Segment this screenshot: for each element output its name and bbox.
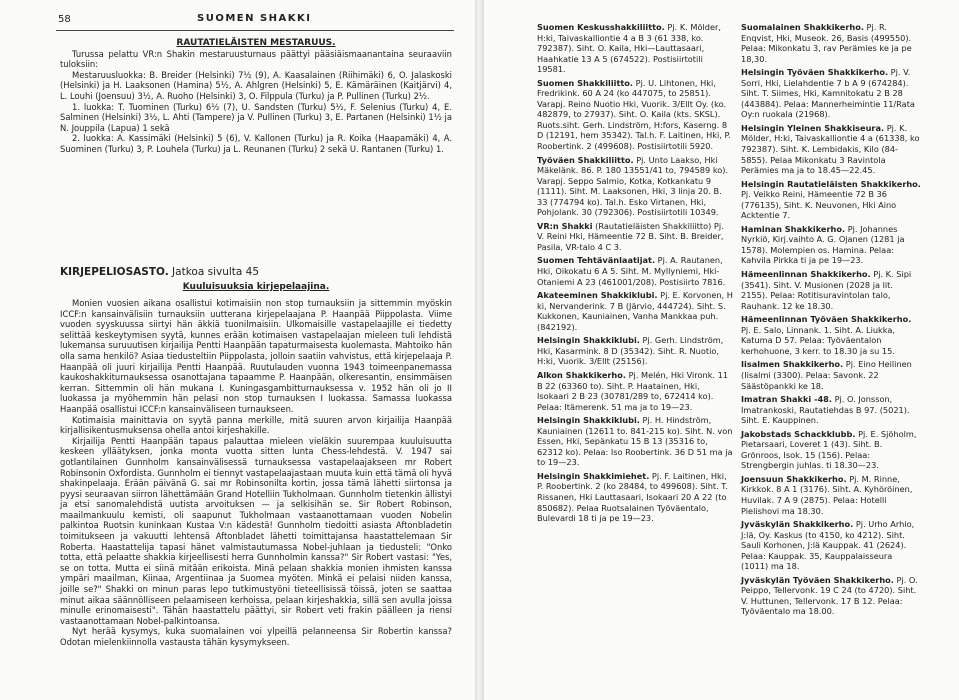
club-details: Pj. H. Hindström, Kauniainen (12611 to. 841-215 ko). Siht. N. von Essen, Hki, Sepänkatu 15 B 13 (35316 to, 62312 ko). Pelaa: Iso Roobertink. 36 D 51 ma ja to 19—23. — [537, 415, 733, 468]
club-name: Jyväskylän Työväen Shakkikerho. — [741, 574, 894, 585]
club-details: Pj. O. Peippo, Tellervonk. 19 C 24 (to 4720). Siht. V. Huttunen, Tellervonk. 17 B 12. Pelaa: Työväentalo ma 18.00. — [741, 574, 918, 617]
club-name: Hämeenlinnan Työväen Shakkikerho. — [741, 314, 912, 325]
club-entry — [741, 429, 921, 471]
club-details: Pj. K. Mölder, H:ki, Taivaskalliontie 4 a B 3 (61 338, ko. 792387). Siht. O. Kaila, Hki—Lauttasaari, Haahkatie 13 A 5 (674522). Postisiirtotili 19581. — [537, 22, 721, 75]
results-paragraph: 2. luokka: A. Kassimäki (Helsinki) 5 (6), V. Kallonen (Turku) ja R. Koika (Haapamäki) 4, A. Suominen (Turku) 3, P. Louhela (Turku) ja L. Reunanen (Turku) 2 sekä U. Rantanen (Turku) 1. — [60, 133, 452, 154]
club-details: Pj. E. Salo, Linnank. 1. Siht. A. Liukka, Katuma D 57. Pelaa: Työväentalon kerhohuone, 3 kerr. to 18.30 ja su 15. — [741, 324, 896, 356]
club-entry — [741, 519, 921, 572]
club-entry — [741, 394, 921, 426]
club-name: Suomen Keskusshakkiliitto. — [537, 22, 665, 32]
club-directory-column-2 — [741, 22, 921, 620]
club-name: Suomalainen Shakkikerho. — [741, 22, 864, 32]
club-details: Pj. O. Jonsson, Imatrankoski, Rautatiehdas B 97. (5021). Siht. E. Kauppinen. — [741, 394, 910, 426]
club-entry — [741, 474, 921, 516]
results-paragraph: Turussa pelattu VR:n Shakin mestaruusturnaus päättyi pääsiäismaanantaina seuraaviin tuloksiin: — [60, 48, 452, 70]
club-entry — [537, 22, 733, 75]
article-title: KIRJEPELIOSASTO. — [60, 266, 169, 278]
club-details: Pj. V. Sorri, Hki, Lielahdentie 7 b A 9 (674284). Siht. T. Siimes, Hki, Kamnitokatu 2 B 28 (443884). Pelaa: Mannerheimintie 11/Rata Oy:n ruokala (21968). — [741, 67, 915, 120]
club-name: Suomen Tehtävänlaatijat. — [537, 255, 656, 266]
article-body — [60, 298, 452, 648]
club-name: Jyväskylän Shakkikerho. — [741, 519, 854, 530]
page-number: 58 — [58, 14, 71, 25]
running-head: SUOMEN SHAKKI — [197, 13, 312, 24]
club-details: (Rautatieläisten Shakkiliitto) Pj. V. Reini Hki, Hämeentie 72 B. Siht. B. Breider, Pasila, VR-talo 4 C 3. — [537, 220, 724, 252]
book-gutter — [475, 0, 484, 700]
article-heading — [60, 266, 259, 278]
club-details: Pj. Gerh. Lindström, Hki, Kasarmink. 8 D (35342). Siht. R. Nuotio, H:ki, Vuorik. 3/Ellt (25156). — [537, 335, 724, 367]
results-section — [60, 38, 452, 155]
article-subtitle: Kuuluisuuksia kirjepelaajina. — [182, 282, 330, 292]
club-name: VR:n Shakki — [537, 220, 593, 231]
results-title: RAUTATIELÄISTEN MESTARUUS. — [176, 38, 336, 48]
club-details: Pj. Johannes Nyrkiö, Kirj.vaihto A. G. Ojanen (1281 ja 1578). Molempien os. Hamina. Pelaa: Kahvila Pirkka ti ja pe 19—23. — [741, 223, 905, 266]
club-name: Iisalmen Shakkikerho. — [741, 359, 844, 370]
club-entry — [741, 67, 921, 120]
club-name: Helsingin Shakkiklubi. — [537, 335, 640, 346]
club-name: Helsingin Yleinen Shakkiseura. — [741, 122, 885, 133]
club-entry — [537, 290, 733, 332]
club-name: Helsingin Rautatieläisten Shakkikerho. — [741, 178, 921, 189]
article-paragraph: Kirjailija Pentti Haanpään tapaus palauttaa mieleen vieläkin suurempaa kuuluisuutta keskeen ylläätyksen, jonka monta vuotta sitten lunta Chess-lehdestä. V. 1947 sai gotlantilainen Gunnholm kansainvälisessä turnauksessa vastapelaajakseen mr Robert Robinsonin Oxfordista. Gunnholm ei tiennyt vastapelaajastaan muuta kuin että tämä oli hyvä shakinpelaaja. Erään päivänä G. sai mr Robinsonilta kortin, jossa tämä lähetti siirtonsa ja pyysi seuraavan siirron lähettämään Grand Hotelliin Tukholmaan. Gunnholm tietenkin ällistyi ja etsi sanomalehdistä uutista arvoituksen — ja selkisihän se. Sir Robert Robinson, maailmankuulu kemisti, oli saapunut Tukholmaan vastaanottamaan vuoden Nobelin palkintoa Ruotsin kuninkaan Kustaa V:n kädestä! Gunnholm tiedoitti asiasta Aftonbladetin toimitukseen ja vakuutti lehtensä Aftonbladet lähetti toimittajansa haastattelemaan Sir Roberta. Haastattelija tapasi hänet valmistautumassa Nobel-juhlaan ja tiedusteli: "Onko totta, että pelaatte shakkia kirjeellisesti herra Gunnholmin kanssa?" Sir Robert vastasi: "Yes, se on totta. Mutta ei siinä mitään erikoista. Minä pelaan shakkia monien ihmisten kanssa ympäri maailman, Kiinaa, Argentiinaa ja Suomea myöten. Minkä ei pelaisi niiden kanssa, joille se?" Shakki on minun paras lepo tutkimustyöni tieteellisissä töissä, joten se saattaa minut aikaa säännölliseen pelaamiseen kerhoissa, pelaan kirjeshakkia, sillä sen avulla joissa minulle erinomaisesti". Tähän haastattelu päättyi, sir Robert veti frakin päälleen ja riensi vastaanottamaan Nobel-palkintoansa. — [60, 435, 452, 626]
club-entry — [537, 370, 733, 412]
club-name: Työväen Shakkiliitto. — [537, 154, 634, 165]
club-details: Pj. Veikko Reini, Hämeentie 72 B 36 (776135), Siht. K. Neuvonen, Hki Aino Acktentie 7. — [741, 189, 897, 221]
club-entry — [741, 179, 921, 221]
club-entry — [537, 221, 733, 253]
club-details: Pj. A. Rautanen, Hki, Oikokatu 6 A 5. Siht. M. Myllyniemi, Hki-Otaniemi A 23 (461001/208). Postisiirto 7816. — [537, 255, 726, 287]
club-name: Jakobstads Schackklubb. — [741, 428, 856, 439]
article-continued: Jatkoa sivulta 45 — [172, 266, 260, 278]
club-details: Pj. Eino Heilinen (Iisalmi (3300). Pelaa: Savonk. 22 Säästöpankki ke 18. — [741, 359, 912, 391]
header-rule — [56, 30, 454, 31]
club-details: Pj. E. Sjöholm, Pietarsaari, Loveret 1 (43). Siht. B. Grönroos, Isok. 15 (156). Pelaa: Strengbergin juhlas. ti 18.30—23. — [741, 428, 917, 471]
article-paragraph: Monien vuosien aikana osallistui kotimaisiin non stop turnauksiin ja sittemmin myöskin ICCF:n kansainvälisiin turnauksiin uutterana kirjepelaajana P. Haanpää Piippolasta. Viime vuoden syyskuussa siirtyi hän äkkiä tuonilmaisiin. Ulkomaisille vastapelaajille ei tiedetty selittää keskeytymisen syytä, kunnes erään kotimaisen vastapelaajan mieleen tuli lehdistä lukemansa suruuutisen kirjailija Pentti Haanpään tapaturmaisesta kuolemasta. Mahtoiko hän olla sama henkilö? Asiaa tiedusteltiin Piippolasta, jolloin saatiin vahvistus, että kirjepelaaja P. Haanpää oli juuri kirjailija Pentti Haanpää. Ruutulauden vuonna 1943 toimeenpanemassa kaukoshakkiturnauksessa osanottajana tapaamme P. Haanpään, olkeresantin, ensimmäisen kerran. Sittemmin oli hän mukana I. Kuningasgambitturnauksessa v. 1952 hän oli jo II luokassa ja myöhemmin hän pelasi non stop turnauksen I luokassa. Samassa luokassa Haanpää osallistui ICCF:n kansainväliseen turnaukseen. — [60, 298, 452, 414]
club-name: Alkon Shakkikerho. — [537, 369, 626, 380]
club-details: Pj. K. Sipi (3541). Siht. V. Musionen (2028 ja lit. 2155). Pelaa: Rotitisuravintolan talo, Rauhank. 12 ke 18.30. — [741, 269, 912, 311]
club-details: Pj. Unto Laakso, Hki Mäkelänk. 86. P. 180 13551/41 to, 794589 ko). Varapj. Seppo Salmio, Kotka, Kotkankatu 9 (1111). Siht. M. Laaksonen, Hki, 3 linja 20. B. 33 (774794 ko). Tal.h. Esko Virtanen, Hki, Pohjolank. 30 (792306). Postisiirtotili 10349. — [537, 154, 729, 218]
club-details: Pj. U. Lihtonen, Hki, Fredrikink. 60 A 24 (ko 447075, to 25851). Varapj. Reino Nuotio Hki, Vuorik. 3/Ellt Oy. (ko. 482879, to 27937). Siht. O. Kaila (kts. SKSL). Ruots.siht. Gerh. Lindström, H:fors, Kaserng. 8 D (12191, hem 35342). Tal.h. F. Laitinen, Hki, P. Roobertink. 2 (499608). Postisiirtotili 5920. — [537, 77, 731, 152]
left-page — [0, 0, 475, 700]
club-entry — [741, 123, 921, 176]
club-name: Helsingin Työväen Shakkikerho. — [741, 67, 889, 78]
club-entry — [537, 415, 733, 468]
results-paragraph: Mestaruusluokka: B. Breider (Helsinki) 7½ (9), A. Kaasalainen (Riihimäki) 6, O. Jalaskoski (Helsinki) ja H. Laaksonen (Hamina) 5½, A. Ahlgren (Helsinki) 5, E. Kämäräinen (Kaitjärvi) 4, L. Louhi (Joensuu) 3½, A. Ruoho (Helsinki) 3, O. Filppula (Turku) ja P. Pullinen (Turku) 2½. — [60, 69, 452, 101]
club-directory-column-1 — [537, 22, 733, 527]
club-entry — [537, 471, 733, 524]
club-name: Haminan Shakkikerho. — [741, 223, 846, 234]
club-details: Pj. R. Enqvist, Hki, Museok. 26, Basis (499550). Pelaa: Mikonkatu 3, rav Perämies ke ja pe 18,30. — [741, 22, 912, 64]
club-name: Akateeminen Shakkiklubi. — [537, 290, 658, 301]
article-paragraph: Kotimaisia mainittavia on syytä panna merkille, mitä suuren arvon kirjailija Haanpää kirjallisikentusmuksensa ohella antoi kirjeshakille. — [60, 414, 452, 436]
article-paragraph: Nyt herää kysymys, kuka suomalainen voi ylpeillä pelanneensa Sir Robertin kanssa? Odotan mielenkiinnolla vastausta tähän kysymykseen. — [60, 626, 452, 647]
club-name: Helsingin Shakkimiehet. — [537, 470, 650, 481]
club-entry — [741, 575, 921, 617]
club-name: Suomen Shakkiliitto. — [537, 77, 634, 88]
club-details: Pj. E. Korvonen, H ki, Nervanderink. 7 B (Järvio, 444724). Siht. S. Kukkonen, Kauniainen, Vanha Mankkaa puh. (842192). — [537, 290, 733, 332]
club-details: Pj. M. Rinne, Kirkkok. 8 A 1 (3176). Siht. A. Kyhöröinen, Huvilak. 7 A 9 (2875). Pelaa: Hotelli Pielishovi ma 18.30. — [741, 473, 913, 516]
club-details: Pj. K. Mölder, H:ki, Taivaskalliontie 4 a (61338, ko 792387). Siht. K. Lembidakis, Kilo (84-5855). Pelaa Mikonkatu 3 Ravintola Perämies ma ja to 18.45—22.45. — [741, 122, 920, 176]
club-entry — [741, 359, 921, 391]
club-entry — [741, 224, 921, 266]
club-details: Pj. F. Laitinen, Hki, P. Roobertink. 2 (ko 28484, to 499608). Siht. T. Rissanen, Hki Lauttasaari, Isokaari 20 A 22 (to 850682). Pelaa Ruotsalainen Työväentalo, Bulevardi 18 ti ja pe 19—23. — [537, 470, 728, 524]
club-entry — [741, 314, 921, 356]
club-details: Pj. Urho Arhio, J:lä, Oy. Kaskus (to 4150, ko 4212). Siht. Sauli Korhonen, J:lä Kauppak. 41 (2624). Pelaa: Kauppak. 35, Kauppalaisseura (1011) ma 18. — [741, 519, 915, 572]
club-entry — [741, 269, 921, 311]
club-name: Imatran Shakki -48. — [741, 394, 832, 405]
club-details: Pj. Melén, Hki Vironk. 11 B 22 (63360 to). Siht. P. Haatainen, Hki, Isokaari 2 B 23 (30781/289 to, 672414 ko). Pelaa: Itämerenk. 51 ma ja to 19—23. — [537, 369, 729, 412]
club-name: Joensuun Shakkikerho. — [741, 473, 847, 484]
club-name: Helsingin Shakkiklubi. — [537, 415, 640, 426]
club-entry — [537, 155, 733, 218]
club-entry — [741, 22, 921, 64]
club-entry — [537, 255, 733, 287]
results-paragraph: 1. luokka: T. Tuominen (Turku) 6½ (7), U. Sandsten (Turku) 5½, F. Selenius (Turku) 4, E. Salminen (Helsinki) 3½, L. Ahti (Tampere) ja V. Pullinen (Turku) 3, E. Partanen (Helsinki) 1½ ja N. Jouppila (Lapua) 1 sekä — [60, 101, 452, 133]
club-entry — [537, 335, 733, 367]
club-name: Hämeenlinnan Shakkikerho. — [741, 269, 871, 280]
club-entry — [537, 78, 733, 152]
